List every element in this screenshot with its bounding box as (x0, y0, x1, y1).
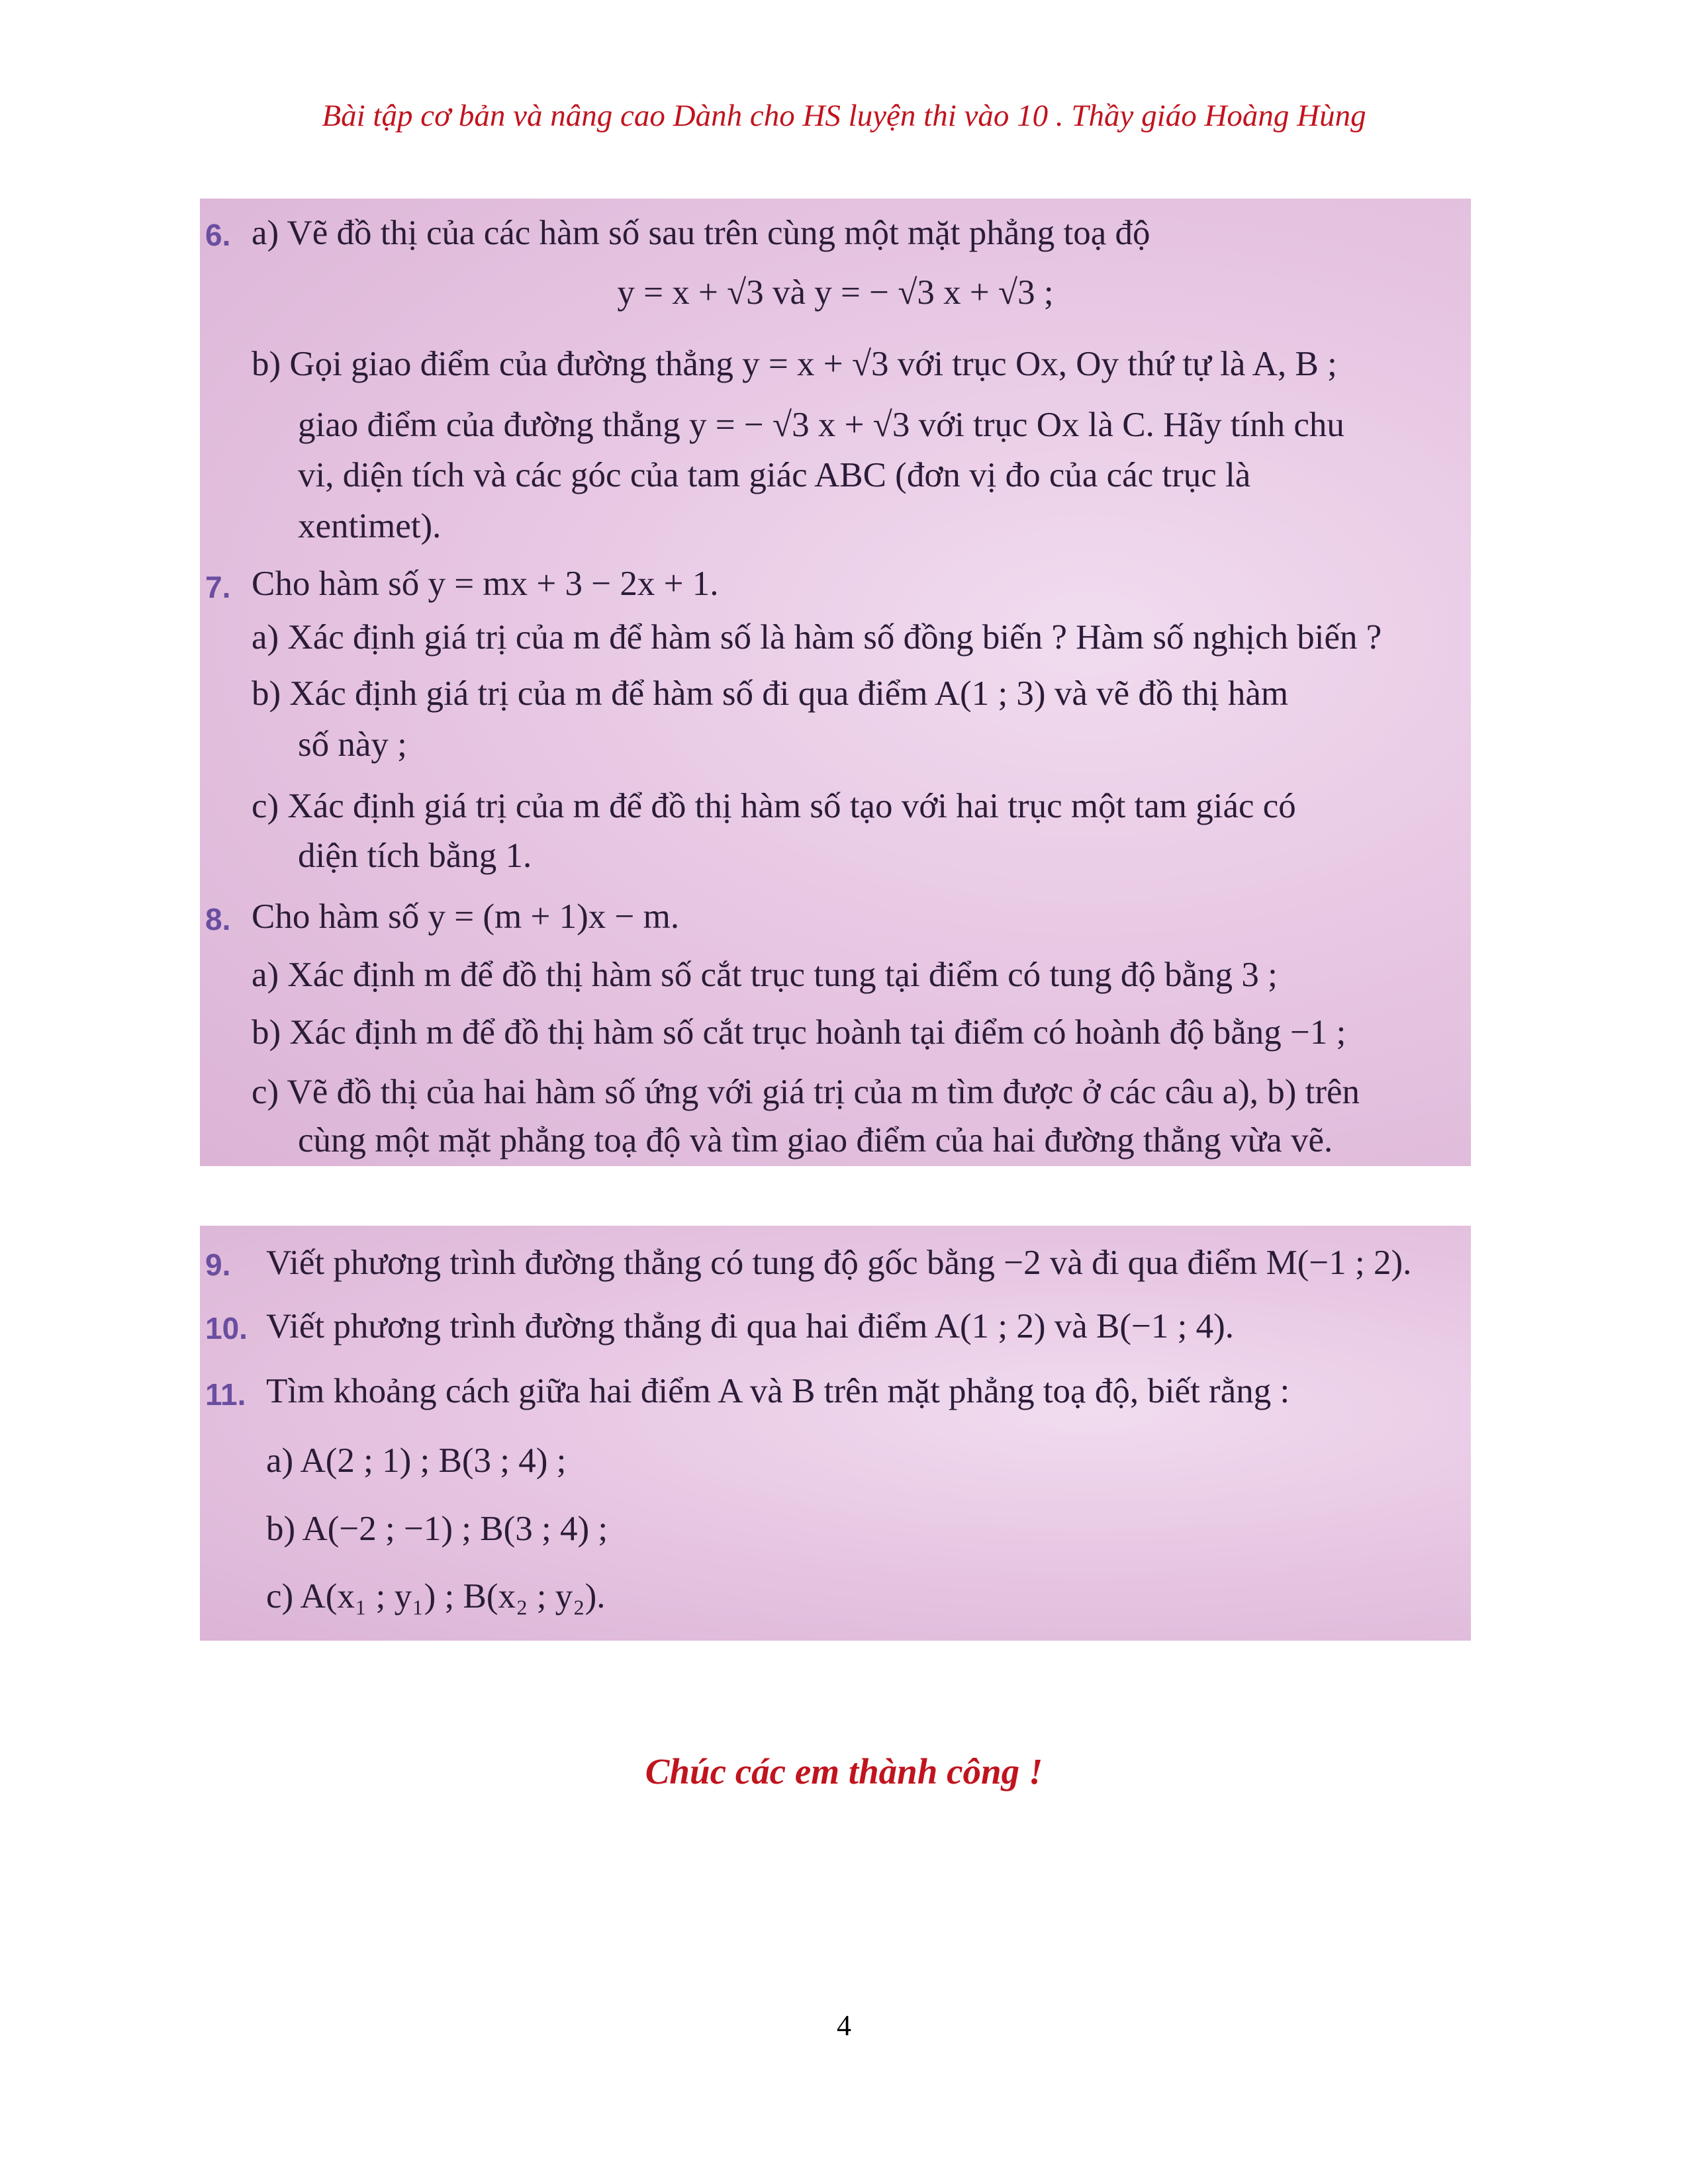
problem-10-number: 10. (205, 1311, 248, 1345)
problem-8-part-b: b) Xác định m để đồ thị hàm số cắt trục hoành tại điểm có hoành độ bằng −1 ; (252, 1013, 1346, 1052)
problem-7-part-a: a) Xác định giá trị của m để hàm số là hàm số đồng biến ? Hàm số nghịch biến ? (252, 618, 1382, 657)
problem-6-line-6: xentimet). (298, 507, 442, 545)
problem-8-number: 8. (205, 902, 231, 936)
problem-6-functions: y = x + √3 và y = − √3 x + √3 ; (617, 273, 1054, 312)
problem-11-number: 11. (205, 1377, 246, 1412)
problem-8-part-c-cont: cùng một mặt phẳng toạ độ và tìm giao điểm của hai đường thẳng vừa vẽ. (298, 1121, 1333, 1160)
problem-6-line-4: giao điểm của đường thẳng y = − √3 x + √3 với trục Ox là C. Hãy tính chu (298, 406, 1344, 444)
problem-11-part-c: c) A(x₁ ; y₁) ; B(x₂ ; y₂). (266, 1577, 606, 1615)
problem-6-number: 6. (205, 218, 231, 252)
problem-6-part-a: a) Vẽ đồ thị của các hàm số sau trên cùng một mặt phẳng toạ độ (252, 214, 1150, 252)
problem-7-number: 7. (205, 570, 231, 604)
problem-7-intro: Cho hàm số y = mx + 3 − 2x + 1. (252, 565, 719, 603)
problem-8-part-a: a) Xác định m để đồ thị hàm số cắt trục tung tại điểm có tung độ bằng 3 ; (252, 956, 1278, 994)
scanned-exercise-block-1 (200, 199, 1471, 1166)
scanned-exercise-block-2 (200, 1226, 1471, 1641)
page-number: 4 (837, 2009, 851, 2042)
problem-11-part-a: a) A(2 ; 1) ; B(3 ; 4) ; (266, 1441, 567, 1480)
problem-8-intro: Cho hàm số y = (m + 1)x − m. (252, 897, 680, 936)
problem-10-text: Viết phương trình đường thẳng đi qua hai điểm A(1 ; 2) và B(−1 ; 4). (266, 1307, 1235, 1345)
closing-message: Chúc các em thành công ! (645, 1751, 1043, 1792)
problem-9-text: Viết phương trình đường thẳng có tung độ gốc bằng −2 và đi qua điểm M(−1 ; 2). (266, 1244, 1412, 1282)
page-header: Bài tập cơ bản và nâng cao Dành cho HS luyện thi vào 10 . Thầy giáo Hoàng Hùng (322, 99, 1366, 133)
problem-7-part-c-cont: diện tích bằng 1. (298, 837, 532, 875)
problem-11-intro: Tìm khoảng cách giữa hai điểm A và B trên mặt phẳng toạ độ, biết rằng : (266, 1372, 1290, 1410)
problem-6-line-5: vi, diện tích và các góc của tam giác ABC (đơn vị đo của các trục là (298, 456, 1251, 494)
problem-7-part-b-cont: số này ; (298, 725, 407, 764)
problem-7-part-b: b) Xác định giá trị của m để hàm số đi qua điểm A(1 ; 3) và vẽ đồ thị hàm (252, 674, 1289, 713)
problem-7-part-c: c) Xác định giá trị của m để đồ thị hàm số tạo với hai trục một tam giác có (252, 787, 1296, 825)
problem-9-number: 9. (205, 1248, 231, 1282)
problem-11-part-b: b) A(−2 ; −1) ; B(3 ; 4) ; (266, 1510, 608, 1548)
problem-6-part-b: b) Gọi giao điểm của đường thẳng y = x + √3 với trục Ox, Oy thứ tự là A, B ; (252, 345, 1337, 383)
problem-8-part-c: c) Vẽ đồ thị của hai hàm số ứng với giá trị của m tìm được ở các câu a), b) trên (252, 1073, 1360, 1111)
